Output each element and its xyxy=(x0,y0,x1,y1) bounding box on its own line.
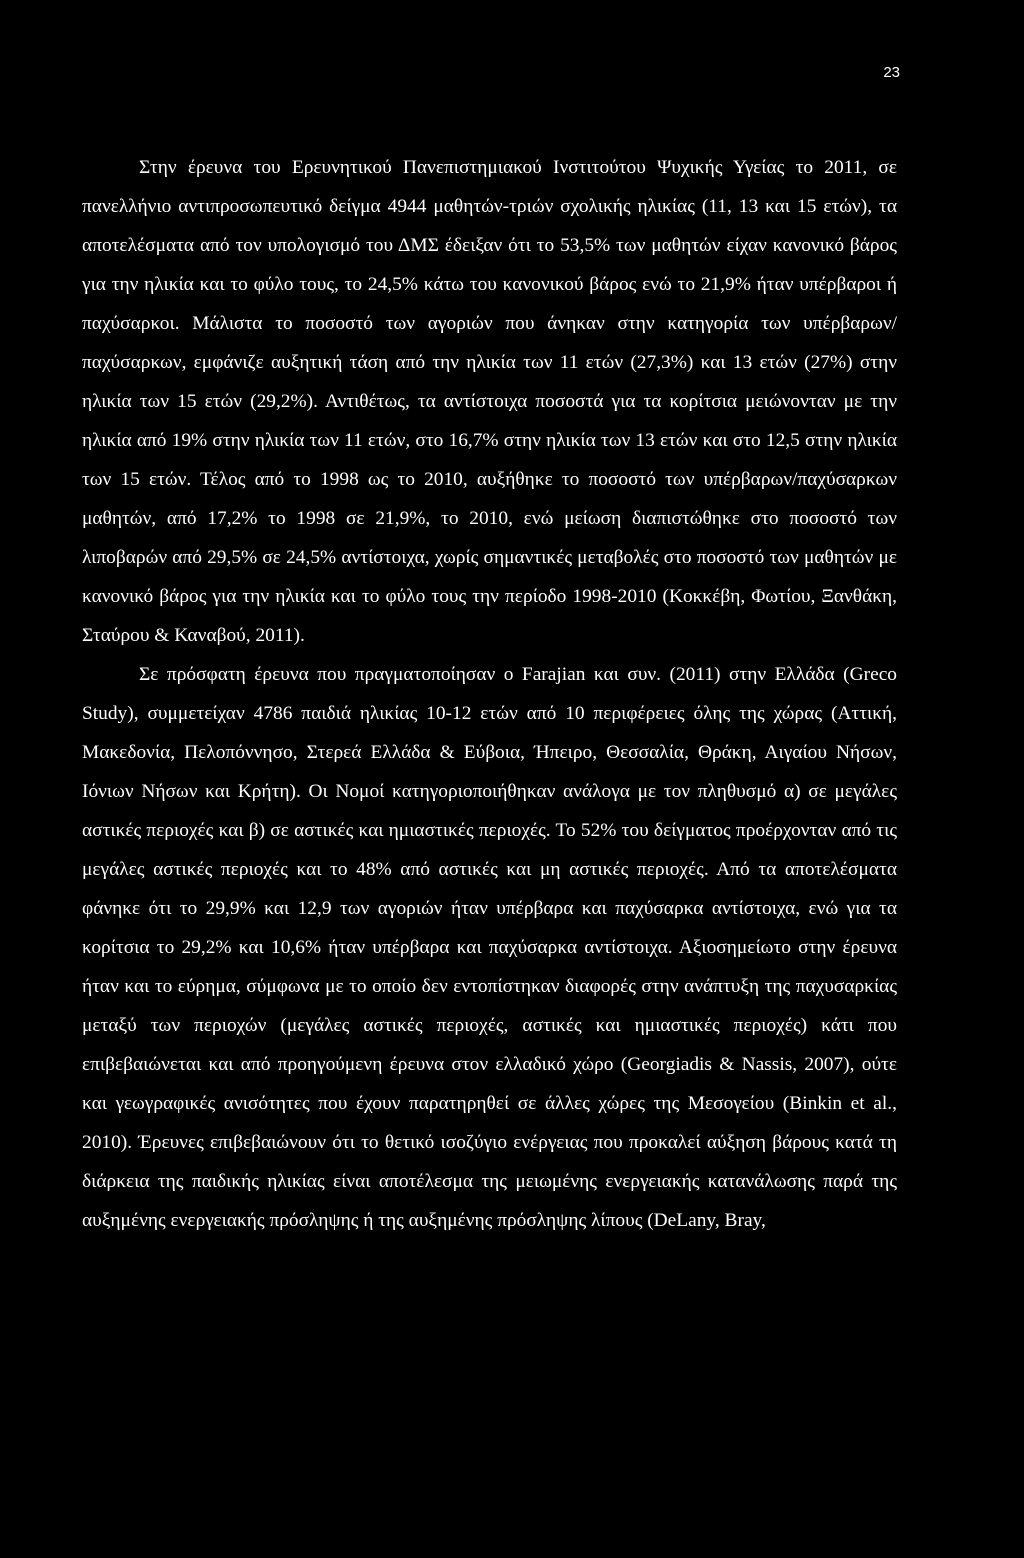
page-number: 23 xyxy=(883,64,900,81)
paragraph-1: Στην έρευνα του Ερευνητικού Πανεπιστημιακού Ινστιτούτου Ψυχικής Υγείας το 2011, σε πανελλήνιο αντιπροσωπευτικό δείγμα 4944 μαθητών-τριών σχολικής ηλικίας (11, 13 και 15 ετών), τα αποτελέσματα από τον υπολογισμό του ΔΜΣ έδειξαν ότι το 53,5% των μαθητών είχαν κανονικό βάρος για την ηλικία και το φύλο τους, το 24,5% κάτω του κανονικού βάρος ενώ το 21,9% ήταν υπέρβαροι ή παχύσαρκοι. Μάλιστα το ποσοστό των αγοριών που άνηκαν στην κατηγορία των υπέρβαρων/παχύσαρκων, εμφάνιζε αυξητική τάση από την ηλικία των 11 ετών (27,3%) και 13 ετών (27%) στην ηλικία των 15 ετών (29,2%). Αντιθέτως, τα αντίστοιχα ποσοστά για τα κορίτσια μειώνονταν με την ηλικία από 19% στην ηλικία των 11 ετών, στο 16,7% στην ηλικία των 13 ετών και στο 12,5 στην ηλικία των 15 ετών. Τέλος από το 1998 ως το 2010, αυξήθηκε το ποσοστό των υπέρβαρων/παχύσαρκων μαθητών, από 17,2% το 1998 σε 21,9%, το 2010, ενώ μείωση διαπιστώθηκε στο ποσοστό των λιποβαρών από 29,5% σε 24,5% αντίστοιχα, χωρίς σημαντικές μεταβολές στο ποσοστό των μαθητών με κανονικό βάρος για την ηλικία και το φύλο τους την περίοδο 1998-2010 (Κοκκέβη, Φωτίου, Ξανθάκη, Σταύρου & Καναβού, 2011). xyxy=(82,157,897,646)
paragraph-2: Σε πρόσφατη έρευνα που πραγματοποίησαν ο Farajian και συν. (2011) στην Ελλάδα (Greco Study), συμμετείχαν 4786 παιδιά ηλικίας 10-12 ετών από 10 περιφέρειες όλης της χώρας (Αττική, Μακεδονία, Πελοπόννησο, Στερεά Ελλάδα & Εύβοια, Ήπειρο, Θεσσαλία, Θράκη, Αιγαίου Νήσων, Ιόνιων Νήσων και Κρήτη). Οι Νομοί κατηγοριοποιήθηκαν ανάλογα με τον πληθυσμό α) σε μεγάλες αστικές περιοχές και β) σε αστικές και ημιαστικές περιοχές. Το 52% του δείγματος προέρχονταν από τις μεγάλες αστικές περιοχές και το 48% από αστικές και μη αστικές περιοχές. Από τα αποτελέσματα φάνηκε ότι το 29,9% και 12,9 των αγοριών ήταν υπέρβαρα και παχύσαρκα αντίστοιχα, ενώ για τα κορίτσια το 29,2% και 10,6% ήταν υπέρβαρα και παχύσαρκα αντίστοιχα. Αξιοσημείωτο στην έρευνα ήταν και το εύρημα, σύμφωνα με το οποίο δεν εντοπίστηκαν διαφορές στην ανάπτυξη της παχυσαρκίας μεταξύ των περιοχών (μεγάλες αστικές περιοχές, αστικές και ημιαστικές περιοχές) κάτι που επιβεβαιώνεται και από προηγούμενη έρευνα στον ελλαδικό χώρο (Georgiadis & Nassis, 2007), ούτε και γεωγραφικές ανισότητες που έχουν παρατηρηθεί σε άλλες χώρες της Μεσογείου (Binkin et al., 2010). Έρευνες επιβεβαιώνουν ότι το θετικό ισοζύγιο ενέργειας που προκαλεί αύξηση βάρους κατά τη διάρκεια της παιδικής ηλικίας είναι αποτέλεσμα της μειωμένης ενεργειακής κατανάλωσης παρά της αυξημένης ενεργειακής πρόσληψης ή της αυξημένης πρόσληψης λίπους (DeLany, Bray, xyxy=(82,664,897,1231)
document-body xyxy=(82,148,897,1240)
